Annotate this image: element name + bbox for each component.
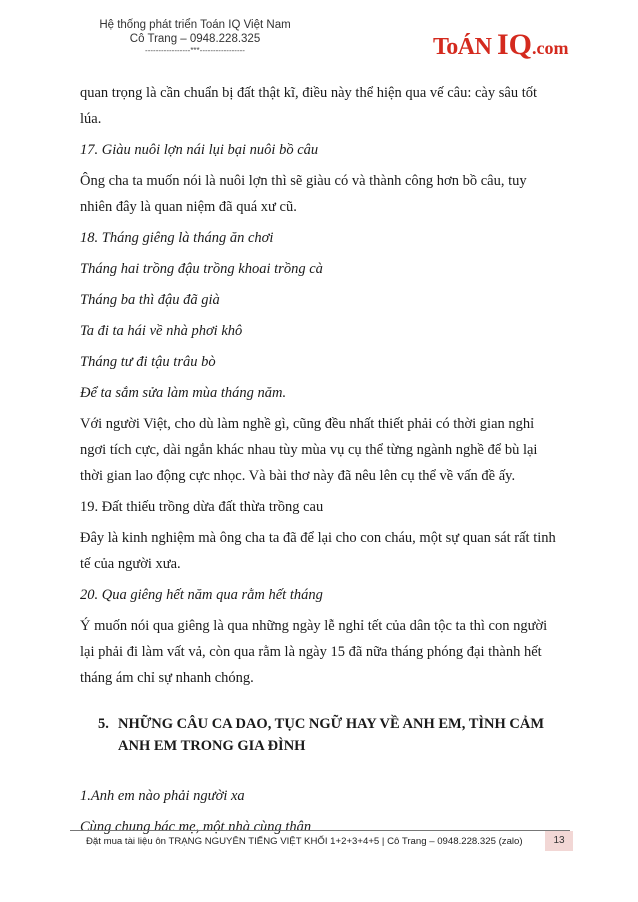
page-number: 13 xyxy=(545,831,573,851)
header-contact: Cô Trang – 0948.228.325 xyxy=(129,33,261,45)
paragraph: 19. Đất thiếu trồng dừa đất thừa trồng cau xyxy=(80,499,324,515)
footer-text: Đặt mua tài liệu ôn TRẠNG NGUYÊN TIẾNG VIỆT KHỐI 1+2+3+4+5 | Cô Trang – 0948.228.325 (zalo) xyxy=(86,836,523,847)
paragraph: quan trọng là cần chuẩn bị đất thật kĩ, điều này thể hiện qua vế câu: cày sâu tốt lúa. xyxy=(80,85,537,127)
paragraph: Đây là kinh nghiệm mà ông cha ta đã để lại cho con cháu, một sự quan sát rất tinh tế của người xưa. xyxy=(80,530,556,572)
header-org: Hệ thống phát triển Toán IQ Việt Nam xyxy=(99,19,291,31)
section-heading xyxy=(98,713,560,757)
paragraph: 17. Giàu nuôi lợn nái lụi bại nuôi bồ câu xyxy=(80,142,319,158)
paragraph: Ông cha ta muốn nói là nuôi lợn thì sẽ giàu có và thành công hơn bồ câu, tuy nhiên đây là quan niệm đã quá xư cũ. xyxy=(80,173,527,215)
logo-part-3: .com xyxy=(531,38,569,58)
paragraph: Tháng hai trồng đậu trồng khoai trồng cà xyxy=(80,261,323,277)
paragraph: Tháng ba thì đậu đã già xyxy=(80,292,220,308)
logo-part-1: ToÁN xyxy=(433,34,497,60)
paragraph: Ta đi ta hái về nhà phơi khô xyxy=(80,323,243,339)
logo-part-2: IQ xyxy=(496,28,532,61)
paragraph: Ý muốn nói qua giêng là qua những ngày lễ nghỉ tết của dân tộc ta thì con người lại phải đi làm vất vả, còn qua rằm là ngày 15 đã nữa tháng phóng đại thành hết tháng ám chỉ sự nhanh chóng. xyxy=(80,618,548,686)
section-title: NHỮNG CÂU CA DAO, TỤC NGỮ HAY VỀ ANH EM, TÌNH CẢM ANH EM TRONG GIA ĐÌNH xyxy=(118,716,545,754)
paragraph: 20. Qua giêng hết năm qua rằm hết tháng xyxy=(80,587,323,603)
paragraph: 18. Tháng giêng là tháng ăn chơi xyxy=(80,230,274,246)
header-divider: -----------------***----------------- xyxy=(145,46,245,55)
toaniq-logo xyxy=(433,28,568,62)
paragraph: 1.Anh em nào phải người xa xyxy=(80,788,245,804)
paragraph: Với người Việt, cho dù làm nghề gì, cũng đều nhất thiết phải có thời gian nghỉ ngơi tích cực, dài ngắn khác nhau tùy mùa vụ cụ thể từng ngành nghề để bù lại thời gian lao động cực nhọc. Và bài thơ này đã nêu lên cụ thể về vấn đề ấy. xyxy=(80,416,538,484)
section-number: 5. xyxy=(98,716,109,732)
footer-rule xyxy=(70,830,570,831)
paragraph: Cùng chung bác mẹ, một nhà cùng thân xyxy=(80,819,312,835)
body-paragraphs xyxy=(80,80,560,691)
page-header xyxy=(90,18,300,56)
paragraph: Để ta sắm sửa làm mùa tháng năm. xyxy=(80,385,287,401)
section-paragraphs xyxy=(80,783,560,840)
page-content xyxy=(80,80,560,840)
paragraph: Tháng tư đi tậu trâu bò xyxy=(80,354,216,370)
